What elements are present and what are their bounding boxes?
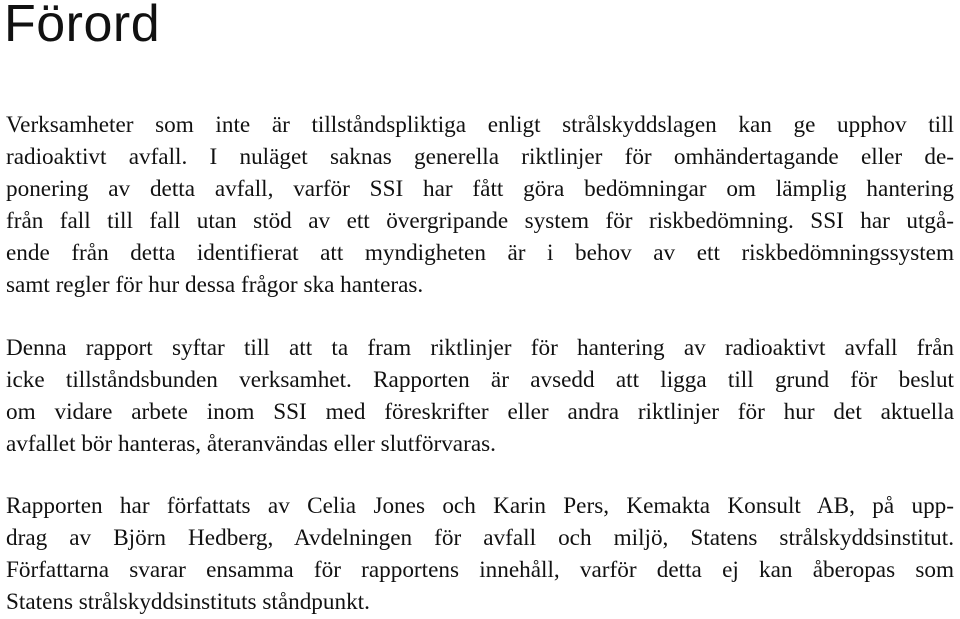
text-line: Verksamheter som inte är tillståndspliktiga enligt strålskyddslagen kan ge upphov till: [6, 112, 954, 138]
text-line: ponering av detta avfall, varför SSI har fått göra bedömningar om lämplig hantering: [6, 176, 954, 202]
text-line: om vidare arbete inom SSI med föreskrifter eller andra riktlinjer för hur det aktuella: [6, 399, 954, 425]
text-line: Författarna svarar ensamma för rapportens innehåll, varför detta ej kan åberopas som: [6, 557, 954, 583]
text-line: icke tillståndsbunden verksamhet. Rapporten är avsedd att ligga till grund för beslut: [6, 367, 954, 393]
text-line: radioaktivt avfall. I nuläget saknas generella riktlinjer för omhändertagande eller de-: [6, 144, 954, 170]
page-title: Förord: [4, 0, 161, 53]
text-line: ende från detta identifierat att myndigheten är i behov av ett riskbedömningssystem: [6, 240, 954, 266]
text-line: avfallet bör hanteras, återanvändas eller slutförvaras.: [6, 431, 496, 457]
text-line: från fall till fall utan stöd av ett övergripande system för riskbedömning. SSI har utgå-: [6, 208, 954, 234]
text-line: samt regler för hur dessa frågor ska hanteras.: [6, 272, 424, 298]
text-line: Rapporten har författats av Celia Jones och Karin Pers, Kemakta Konsult AB, på upp-: [6, 493, 954, 519]
text-line: Denna rapport syftar till att ta fram riktlinjer för hantering av radioaktivt avfall från: [6, 335, 954, 361]
text-line: Statens strålskyddsinstituts ståndpunkt.: [6, 589, 370, 615]
text-line: drag av Björn Hedberg, Avdelningen för avfall och miljö, Statens strålskyddsinstitut.: [6, 525, 954, 551]
